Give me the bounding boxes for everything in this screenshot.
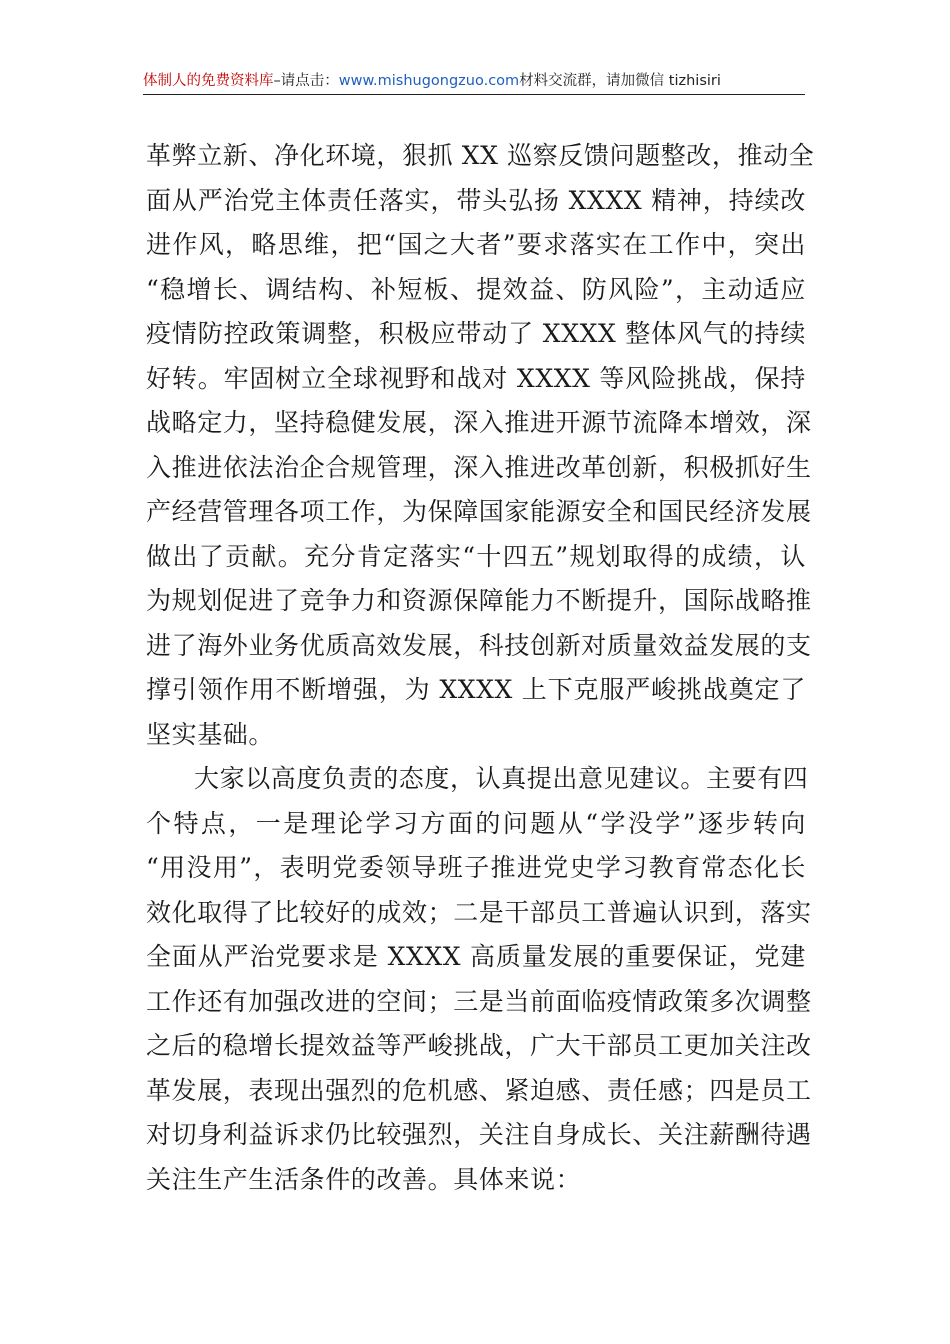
text-line: 产经营管理各项工作，为保障国家能源安全和国民经济发展 [146, 497, 812, 526]
text-line: 个特点，一是理论学习方面的问题从“学没学”逐步转向 [146, 808, 806, 838]
text-line: 对切身利益诉求仍比较强烈，关注自身成长、关注薪酬待遇 [146, 1120, 812, 1149]
text-line: 效化取得了比较好的成效；二是干部员工普遍认识到，落实 [146, 897, 812, 927]
text-line: “用没用”，表明党委领导班子推进党史学习教育常态化长 [146, 853, 806, 882]
header-site-name: 体制人的免费资料库 [143, 73, 274, 89]
text-line: 战略定力，坚持稳健发展，深入推进开源节流降本增效，深 [146, 408, 812, 437]
text-line: 做出了贡献。充分肯定落实“十四五”规划取得的成绩，认 [146, 541, 806, 571]
text-line: “稳增长、调结构、补短板、提效益、防风险”，主动适应 [146, 274, 806, 304]
document-body [146, 134, 815, 1202]
text-line: 面从严治党主体责任落实，带头弘扬 XXXX 精神，持续改 [146, 185, 806, 215]
text-line: 革发展，表现出强烈的危机感、紧迫感、责任感；四是员工 [146, 1075, 812, 1105]
text-line: 撑引领作用不断增强，为 XXXX 上下克服严峻挑战奠定了 [146, 675, 806, 704]
text-line: 为规划促进了竞争力和资源保障能力不断提升，国际战略推 [146, 586, 812, 615]
page-header [143, 68, 805, 95]
text-line: 关注生产生活条件的改善。具体来说： [146, 1164, 582, 1194]
paragraph-2 [146, 757, 812, 1202]
text-line: 入推进依法治企合规管理，深入推进改革创新，积极抓好生 [146, 452, 812, 482]
paragraph-1 [146, 134, 815, 757]
header-click-text: –请点击： [273, 73, 339, 89]
text-line: 进了海外业务优质高效发展，科技创新对质量效益发展的支 [146, 630, 812, 660]
text-line: 全面从严治党要求是 XXXX 高质量发展的重要保证，党建 [146, 942, 806, 971]
header-wechat-text: 材料交流群，请加微信 tizhisiri [519, 73, 721, 89]
text-line: 好转。牢固树立全球视野和战对 XXXX 等风险挑战，保持 [146, 363, 806, 393]
text-line: 革弊立新、净化环境，狠抓 XX 巡察反馈问题整改，推动全 [146, 141, 815, 170]
text-line: 工作还有加强改进的空间；三是当前面临疫情政策多次调整 [146, 986, 812, 1016]
text-line: 坚实基础。 [146, 719, 275, 749]
text-line: 疫情防控政策调整，积极应带动了 XXXX 整体风气的持续 [146, 319, 806, 348]
text-line: 进作风，略思维，把“国之大者”要求落实在工作中，突出 [146, 230, 806, 259]
header-url-link[interactable]: www.mishugongzuo.com [338, 73, 520, 89]
text-line: 之后的稳增长提效益等严峻挑战，广大干部员工更加关注改 [146, 1031, 812, 1060]
text-line: 大家以高度负责的态度，认真提出意见建议。主要有四 [194, 764, 809, 793]
